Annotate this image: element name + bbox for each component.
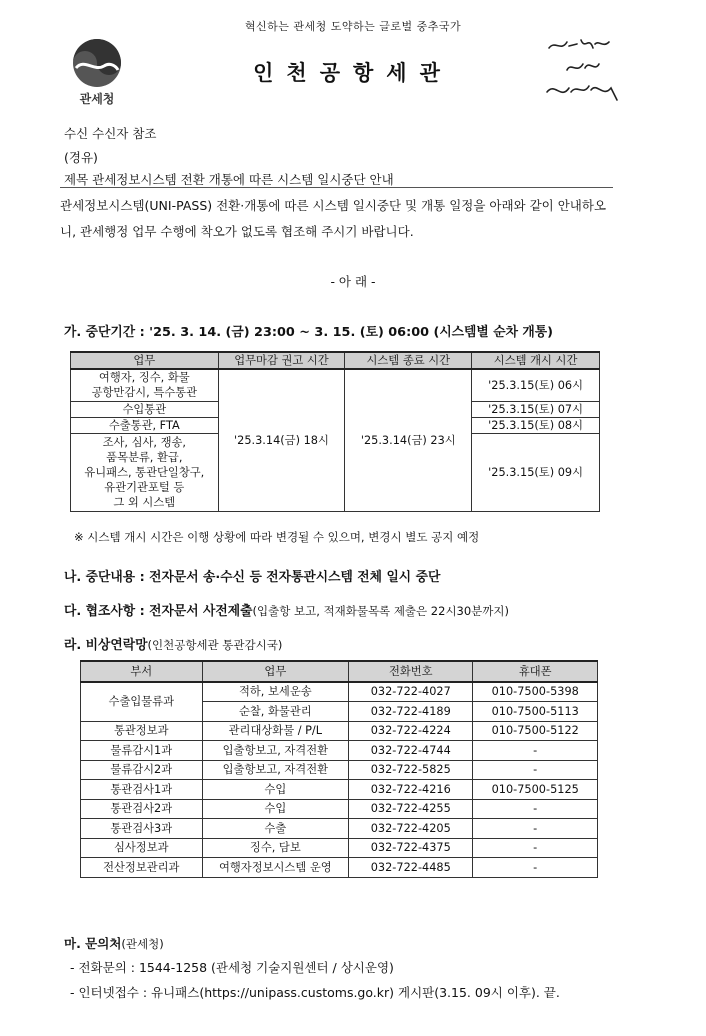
table2-task-cell: 징수, 담보 bbox=[202, 838, 349, 858]
table1-shutdown: '25.3.14(금) 23시 bbox=[345, 369, 472, 511]
section-ra-label: 라. 비상연락망 bbox=[64, 638, 148, 653]
table1-task: 조사, 심사, 쟁송, 품목분류, 환급, 유니패스, 통관단일창구, 유관기관포털 등 그 외 시스템 bbox=[71, 433, 219, 511]
table2-dept-cell: 통관검사1과 bbox=[81, 780, 203, 800]
table2-header: 업무 bbox=[202, 661, 349, 682]
table2-dept-cell: 수출입물류과 bbox=[81, 682, 203, 722]
table2-phone-cell: 032-722-4027 bbox=[349, 682, 473, 702]
table2-phone-cell: 032-722-4189 bbox=[349, 702, 473, 722]
table-row bbox=[81, 799, 598, 819]
table2-phone-cell: 032-722-4224 bbox=[349, 721, 473, 741]
suspension-schedule-table bbox=[70, 351, 600, 512]
table2-task-cell: 수입 bbox=[202, 799, 349, 819]
table1-header: 업무마감 권고 시간 bbox=[218, 352, 345, 369]
table2-task-cell: 수출 bbox=[202, 819, 349, 839]
table2-mobile-cell: - bbox=[473, 760, 598, 780]
handwritten-signature bbox=[537, 30, 627, 114]
schedule-note: ※ 시스템 개시 시간은 이행 상황에 따라 변경될 수 있으며, 변경시 별도 공지 예정 bbox=[74, 530, 480, 544]
table2-mobile-cell: 010-7500-5398 bbox=[473, 682, 598, 702]
divider bbox=[60, 187, 613, 188]
org-title: 인천공항세관 bbox=[253, 61, 453, 85]
emergency-contact-table bbox=[80, 660, 598, 878]
section-da-heading bbox=[64, 600, 509, 619]
table1-task: 수출통관, FTA bbox=[71, 417, 219, 433]
table-row bbox=[81, 682, 598, 702]
table2-mobile-cell: - bbox=[473, 799, 598, 819]
table2-task-cell: 입출항보고, 자격전환 bbox=[202, 741, 349, 761]
table-row bbox=[81, 760, 598, 780]
table1-start-time: '25.3.15(토) 07시 bbox=[472, 401, 600, 417]
table1-deadline: '25.3.14(금) 18시 bbox=[218, 369, 345, 511]
section-ma-label: 마. 문의처 bbox=[64, 936, 122, 951]
table2-dept-cell: 통관검사3과 bbox=[81, 819, 203, 839]
table1-header: 업무 bbox=[71, 352, 219, 369]
table2-mobile-cell: 010-7500-5125 bbox=[473, 780, 598, 800]
table1-header: 시스템 개시 시간 bbox=[472, 352, 600, 369]
table2-task-cell: 여행자정보시스템 운영 bbox=[202, 858, 349, 878]
table-row bbox=[81, 780, 598, 800]
table2-dept-cell: 통관검사2과 bbox=[81, 799, 203, 819]
section-ga-heading: 가. 중단기간 : '25. 3. 14. (금) 23:00 ~ 3. 15. (토) 06:00 (시스템별 순차 개통) bbox=[64, 325, 553, 340]
table2-header: 부서 bbox=[81, 661, 203, 682]
contact-phone-line: - 전화문의 : 1544-1258 (관세청 기술지원센터 / 상시운영) bbox=[70, 960, 394, 975]
table2-task-cell: 순찰, 화물관리 bbox=[202, 702, 349, 722]
table1-task: 수입통관 bbox=[71, 401, 219, 417]
recipient-line: 수신 수신자 참조 bbox=[64, 126, 157, 141]
table-row bbox=[81, 838, 598, 858]
table2-header: 전화번호 bbox=[349, 661, 473, 682]
table2-task-cell: 적하, 보세운송 bbox=[202, 682, 349, 702]
table-row bbox=[81, 741, 598, 761]
table2-dept-cell: 심사정보과 bbox=[81, 838, 203, 858]
table2-dept-cell: 전산정보관리과 bbox=[81, 858, 203, 878]
via-line: (경유) bbox=[64, 150, 98, 165]
table2-phone-cell: 032-722-4744 bbox=[349, 741, 473, 761]
table1-header: 시스템 종료 시간 bbox=[345, 352, 472, 369]
table2-phone-cell: 032-722-5825 bbox=[349, 760, 473, 780]
section-na-heading: 나. 중단내용 : 전자문서 송·수신 등 전자통관시스템 전체 일시 중단 bbox=[64, 570, 441, 585]
table2-header: 휴대폰 bbox=[473, 661, 598, 682]
below-marker: - 아 래 - bbox=[330, 274, 376, 289]
section-da-label: 다. 협조사항 : 전자문서 사전제출 bbox=[64, 604, 253, 619]
table2-phone-cell: 032-722-4485 bbox=[349, 858, 473, 878]
table2-dept-cell: 물류감시2과 bbox=[81, 760, 203, 780]
table2-mobile-cell: - bbox=[473, 858, 598, 878]
body-paragraph: 관세정보시스템(UNI-PASS) 전환·개통에 따른 시스템 일시중단 및 개통 일정을 아래와 같이 안내하오니, 관세행정 업무 수행에 착오가 없도록 협조해 주시기 바랍니다. bbox=[60, 198, 607, 239]
section-ra-heading bbox=[64, 634, 282, 653]
table-row bbox=[81, 858, 598, 878]
header-slogan: 혁신하는 관세청 도약하는 글로벌 중추국가 bbox=[244, 20, 462, 33]
table2-task-cell: 관리대상화물 / P/L bbox=[202, 721, 349, 741]
table2-task-cell: 수입 bbox=[202, 780, 349, 800]
table2-mobile-cell: 010-7500-5122 bbox=[473, 721, 598, 741]
section-ma-detail: (관세청) bbox=[121, 937, 164, 951]
logo-caption: 관세청 bbox=[79, 92, 115, 106]
section-ra-detail: (인천공항세관 통관감시국) bbox=[147, 638, 283, 652]
table1-start-time: '25.3.15(토) 09시 bbox=[472, 433, 600, 511]
table2-phone-cell: 032-722-4216 bbox=[349, 780, 473, 800]
table1-start-time: '25.3.15(토) 08시 bbox=[472, 417, 600, 433]
contact-web-line: - 인터넷접수 : 유니패스(https://unipass.customs.go.kr) 게시판(3.15. 09시 이후). 끝. bbox=[70, 985, 560, 1000]
table2-mobile-cell: 010-7500-5113 bbox=[473, 702, 598, 722]
subject-line: 제목 관세정보시스템 전환 개통에 따른 시스템 일시중단 안내 bbox=[64, 172, 394, 187]
table1-task: 여행자, 징수, 화물 공항만감시, 특수통관 bbox=[71, 369, 219, 401]
table2-phone-cell: 032-722-4255 bbox=[349, 799, 473, 819]
table2-dept-cell: 통관정보과 bbox=[81, 721, 203, 741]
table2-phone-cell: 032-722-4205 bbox=[349, 819, 473, 839]
table2-task-cell: 입출항보고, 자격전환 bbox=[202, 760, 349, 780]
section-da-detail: (입출항 보고, 적재화물목록 제출은 22시30분까지) bbox=[252, 604, 509, 618]
table2-mobile-cell: - bbox=[473, 819, 598, 839]
table-row bbox=[81, 819, 598, 839]
table2-dept-cell: 물류감시1과 bbox=[81, 741, 203, 761]
table2-mobile-cell: - bbox=[473, 838, 598, 858]
table-row bbox=[81, 721, 598, 741]
section-ma-heading bbox=[64, 934, 164, 952]
table2-mobile-cell: - bbox=[473, 741, 598, 761]
table1-start-time: '25.3.15(토) 06시 bbox=[472, 369, 600, 401]
table2-phone-cell: 032-722-4375 bbox=[349, 838, 473, 858]
